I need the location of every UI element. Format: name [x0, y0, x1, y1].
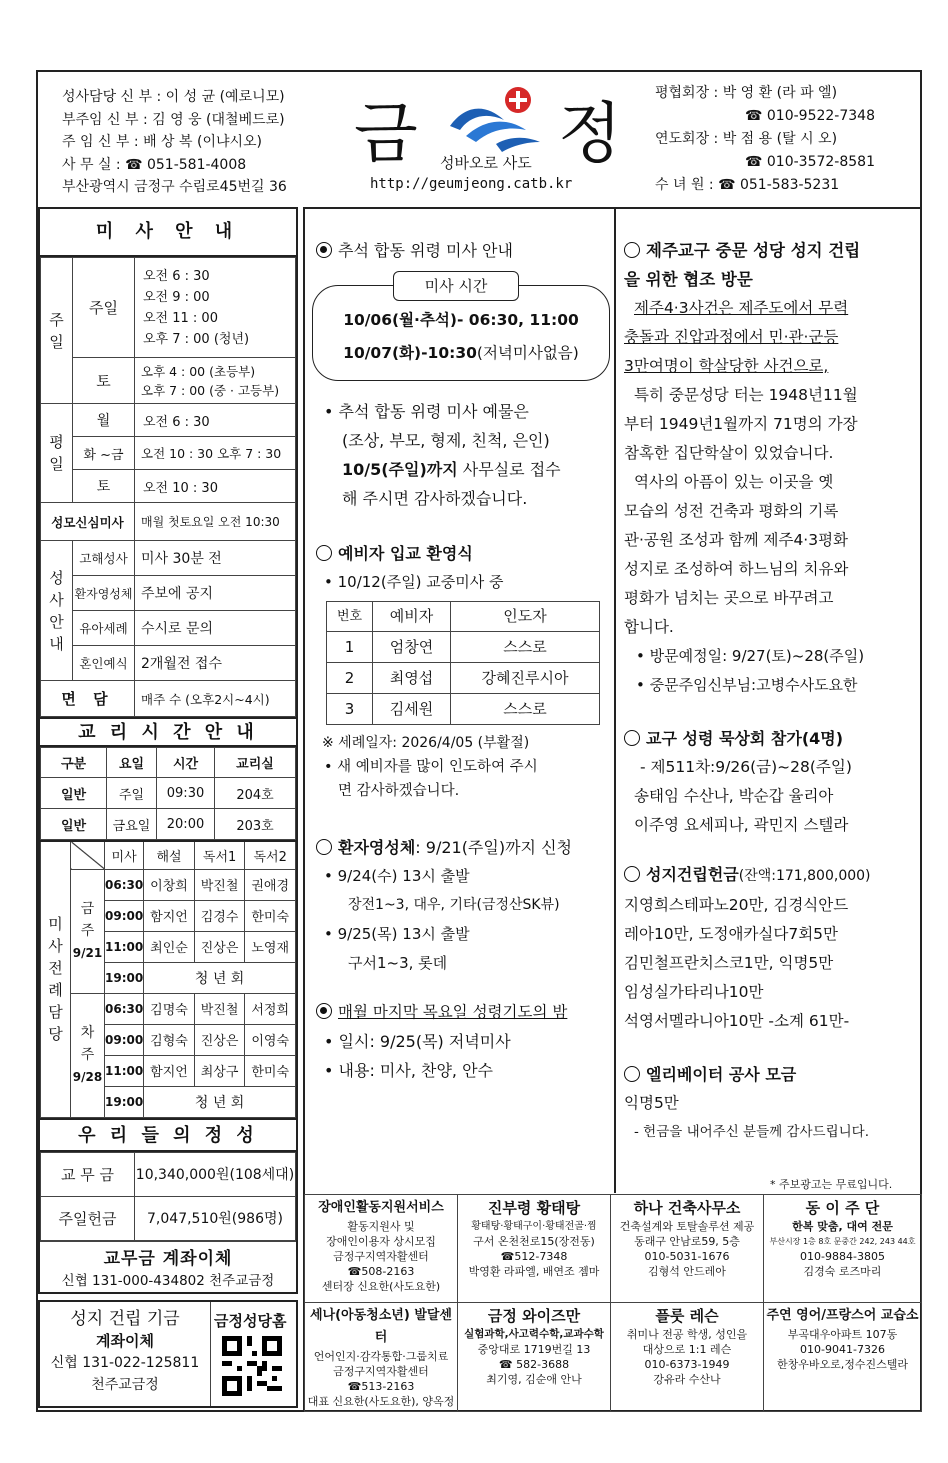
fund-line: 임성실가타리나10만 — [624, 983, 764, 1001]
cat-header: 예비자 — [373, 602, 451, 632]
ad-line: 박영환 라파엘, 배연조 젬마 — [468, 1265, 600, 1278]
title-text: 성지건립헌금 — [646, 865, 739, 884]
title-text: 예비자 입교 환영식 — [338, 544, 473, 563]
bullet-filled-icon — [316, 242, 332, 258]
parish-subtitle: 성바오로 사도 — [440, 154, 532, 172]
time: 오후 4 : 00 (초등부) — [141, 363, 256, 379]
parish-logo-icon — [446, 84, 546, 154]
min-cell: 진상은 — [194, 931, 245, 962]
cat-header: 요일 — [107, 748, 157, 778]
account-block — [40, 1241, 296, 1289]
text: • 새 예비자를 많이 인도하여 주시 — [324, 759, 538, 775]
text: 방문예정일: 9/27(토)~28(주일) — [649, 647, 865, 665]
cat-header: 번호 — [327, 602, 373, 632]
fund-line: 레아10만, 도정애카실다7회5만 — [624, 925, 839, 943]
title-rest: (잔액:171,800,000) — [738, 868, 871, 884]
qr-label: 금정성당홈 — [214, 1312, 287, 1330]
title-text: 제주교구 중문 성당 성지 건립 — [646, 241, 861, 260]
title-rest: : 9/21(주일)까지 신청 — [415, 838, 572, 857]
baptism-note: ※ 세례일자: 2026/4/05 (부활절) — [322, 735, 530, 751]
ad-line: 한복 맞춤, 대여 전문 — [792, 1220, 893, 1233]
min-time: 11:00 — [105, 931, 144, 962]
account-number: 신협 131-000-434802 천주교금정 — [61, 1272, 275, 1289]
min-cell: 노영재 — [245, 931, 296, 962]
min-cell: 김형숙 — [144, 1024, 195, 1055]
catechumen-date: • 10/12(주일) 교중미사 중 — [324, 573, 504, 591]
min-cell: 한미숙 — [245, 900, 296, 931]
min-time: 06:30 — [105, 993, 144, 1024]
offering-key: 교 무 금 — [41, 1152, 135, 1196]
cat-cell: 김세원 — [373, 694, 451, 725]
mary-label: 성모신심미사 — [41, 503, 135, 541]
sacrament-value: 미사 30분 전 — [135, 541, 296, 576]
retreat-line: 이주영 요세피나, 곽민지 스텔라 — [634, 816, 849, 834]
ad-cell — [764, 1195, 922, 1303]
text: 추석 합동 위령 미사 예물은 — [338, 402, 529, 421]
jeju-line: 부터 1949년1월까지 71명의 가장 — [624, 415, 858, 433]
catechumen-table — [326, 601, 600, 725]
offering-value: 7,047,510원(986명) — [135, 1196, 296, 1240]
ministry-table — [40, 840, 296, 1118]
chuseok-body — [308, 397, 614, 513]
fund-account: 신협 131-022-125811 — [50, 1355, 200, 1371]
fund-sub: 계좌이체 — [96, 1332, 154, 1350]
cat-header: 인도자 — [451, 602, 600, 632]
fund-info — [40, 1308, 210, 1396]
mass-heading: 미 사 안 내 — [40, 209, 296, 257]
body-line — [324, 455, 614, 484]
ad-line: 김경숙 로즈마리 — [803, 1265, 882, 1278]
fund-line: 지영희스테파노20만, 김경식안드 — [624, 896, 849, 914]
jeju-line: 역사의 아픔이 있는 이곳을 옛 — [634, 473, 834, 491]
title-char-1: 금 — [354, 95, 418, 172]
ad-title: 장애인활동지원서비스 — [318, 1200, 444, 1215]
time: 오후 7 : 00 (중 · 고등부) — [141, 382, 280, 398]
mon-time: 오전 6 : 30 — [135, 404, 296, 437]
middle-column — [308, 212, 614, 1085]
wsat-time: 오전 10 : 30 — [135, 470, 296, 503]
text: • 내용: 미사, 찬양, 안수 — [324, 1061, 493, 1080]
ad-line: 실험과학,사고력수학,교과수학 — [464, 1328, 604, 1340]
week1-cell — [71, 869, 105, 993]
week2-date: 9/28 — [72, 1070, 103, 1084]
ad-line: 취미나 전공 학생, 성인을 — [626, 1328, 748, 1341]
sunday-times — [135, 258, 296, 358]
mon-label: 월 — [73, 404, 135, 437]
catechumen-ask — [308, 755, 614, 803]
sacrament-value: 수시로 문의 — [135, 611, 296, 646]
min-cell: 진상은 — [194, 1024, 245, 1055]
cat-cell: 1 — [327, 632, 373, 663]
diagonal-cell — [71, 841, 105, 869]
min-time: 06:30 — [105, 869, 144, 900]
sick-body — [308, 862, 614, 978]
time: 오전 9 : 00 — [143, 289, 210, 305]
qr-code-icon[interactable] — [222, 1336, 282, 1396]
ad-line: 010-9041-7326 — [800, 1343, 885, 1356]
bullet-circle-icon — [624, 730, 640, 746]
sacrament-key: 유아세례 — [73, 611, 135, 646]
bullet-circle-icon — [316, 839, 332, 855]
ad-cell — [458, 1195, 611, 1303]
text: • 9/24(수) 13시 출발 — [324, 867, 470, 885]
jeju-priest: • 중문주임신부님:고병수사도요한 — [636, 676, 858, 694]
header-line: 성사담당 신 부 : 이 성 균 (예로니모) — [62, 89, 285, 105]
cat-cell: 2 — [327, 663, 373, 694]
mass-time-box — [312, 277, 610, 381]
fund-title: 성지 건립 기금 — [70, 1309, 180, 1329]
cat-cell: 09:30 — [157, 778, 215, 809]
ad-line: 건축설계와 토탈솔루션 제공 — [619, 1220, 755, 1233]
mary-time: 매월 첫토요일 오전 10:30 — [135, 503, 296, 541]
cat-cell: 최영섭 — [373, 663, 451, 694]
sat-label: 토 — [73, 358, 135, 404]
ad-line: 최기영, 김순애 안나 — [486, 1373, 582, 1386]
ad-title: 주연 영어/프랑스어 교습소 — [766, 1308, 919, 1323]
tue-time: 오전 10 : 30 오후 7 : 30 — [135, 437, 296, 470]
interview-value: 매주 수 (오후2시~4시) — [135, 681, 296, 717]
catechism-heading: 교 리 시 간 안 내 — [40, 717, 296, 747]
tue-label: 화 ~금 — [73, 437, 135, 470]
cat-cell: 204호 — [215, 778, 296, 809]
text-bold: 10/5(주일)까지 — [342, 460, 458, 479]
right-column — [624, 236, 920, 1147]
offering-value: 10,340,000원(108세대) — [135, 1152, 296, 1196]
sec-fund-title — [624, 860, 920, 891]
sec-sick-title — [308, 833, 614, 862]
header-right-info — [655, 82, 875, 197]
elevator-line: - 헌금을 내어주신 분들께 감사드립니다. — [634, 1124, 869, 1140]
text: 10/12(주일) 교중미사 중 — [337, 573, 504, 591]
ad-cell — [611, 1195, 764, 1303]
text: 사무실로 접수 — [457, 460, 561, 479]
ad-title: 플룻 레슨 — [655, 1307, 719, 1325]
sacrament-key: 환자영성체 — [73, 576, 135, 611]
cat-cell: 203호 — [215, 809, 296, 840]
jeju-line: 특히 중문성당 터는 1948년11월 — [634, 386, 858, 404]
fund-owner: 천주교금정 — [91, 1377, 159, 1393]
ad-line: ☎508-2163 — [347, 1265, 415, 1278]
time: 오후 7 : 00 (청년) — [143, 331, 250, 347]
week2-cell — [71, 993, 105, 1117]
elevator-line: 익명5만 — [624, 1094, 679, 1112]
min-cell: 김명숙 — [144, 993, 195, 1024]
time: 오전 6 : 30 — [143, 268, 210, 284]
sacrament-value: 주보에 공지 — [135, 576, 296, 611]
sec-elevator-title — [624, 1060, 920, 1089]
retreat-line: 송태임 수산나, 박순갑 율리아 — [634, 787, 834, 805]
min-cell: 박진철 — [194, 993, 245, 1024]
min-header: 미사 — [105, 841, 144, 869]
divider — [210, 1302, 211, 1406]
min-youth: 청 년 회 — [144, 1086, 296, 1117]
jeju-line: 평화가 넘치는 곳으로 바꾸려고 — [624, 589, 834, 607]
header-line: 부주임 신 부 : 김 영 웅 (대철베드로) — [62, 111, 285, 128]
ad-line: 대상으로 1:1 레슨 — [642, 1343, 732, 1356]
fund-box — [38, 1300, 298, 1408]
interview-label: 면 담 — [41, 681, 135, 717]
ad-line: ☎ 582-3688 — [498, 1358, 570, 1371]
min-cell: 한미숙 — [245, 1055, 296, 1086]
ad-line: 활동지원사 및 — [347, 1220, 415, 1233]
cat-cell: 주일 — [107, 778, 157, 809]
min-cell: 권애경 — [245, 869, 296, 900]
sunday-label: 주일 — [73, 258, 135, 358]
jeju-line: 합니다. — [624, 618, 674, 636]
ad-line: 장애인이용자 상시모집 — [326, 1235, 436, 1248]
title-char-2: 정 — [558, 95, 622, 172]
title-text: 교구 성령 묵상회 참가(4명) — [646, 729, 844, 748]
jeju-line: 참혹한 집단학살이 있었습니다. — [624, 444, 834, 462]
min-cell: 서정희 — [245, 993, 296, 1024]
week1-label: 금주 — [80, 901, 95, 939]
ad-line: 구서 온천천로15(장전동) — [473, 1235, 595, 1248]
mass-table — [40, 257, 296, 717]
column-divider — [614, 207, 616, 1193]
ad-cell — [611, 1303, 764, 1412]
title-text: 추석 합동 위령 미사 안내 — [338, 241, 513, 260]
ad-line: 금정구지역자활센터 — [333, 1250, 429, 1263]
sec-catechumen-title — [308, 539, 614, 568]
ad-line: 동래구 안남로59, 5층 — [634, 1235, 740, 1248]
ad-line: 중앙대로 1719번길 13 — [477, 1343, 591, 1356]
sacrament-value: 2개월전 접수 — [135, 646, 296, 681]
sacrament-key: 혼인예식 — [73, 646, 135, 681]
account-title: 교무금 계좌이체 — [103, 1248, 233, 1269]
jeju-line: 모습의 성전 건축과 평화의 기록 — [624, 502, 839, 520]
min-cell: 함지언 — [144, 900, 195, 931]
box-line2-text: (저녁미사없음) — [476, 344, 579, 362]
jeju-line: 충돌과 진압과정에서 민·관·군등 — [624, 328, 839, 346]
header-line: 연도회장 : 박 점 용 (탈 시 오) — [655, 131, 838, 147]
ad-line: 010-6373-1949 — [644, 1358, 730, 1371]
text: 구서1~3, 롯데 — [348, 954, 448, 972]
time: 오전 11 : 00 — [143, 310, 218, 326]
text: • 9/25(목) 13시 출발 — [324, 925, 470, 943]
jeju-line: 제주4·3사건은 제주도에서 무력 — [634, 299, 849, 317]
title-text: 환자영성체 — [338, 838, 416, 857]
box-label: 미사 시간 — [393, 271, 519, 301]
offering-key: 주일헌금 — [41, 1196, 135, 1240]
jeju-line: 3만여명이 학살당한 사건으로, — [624, 357, 829, 375]
sunday-group: 주 일 — [41, 258, 73, 404]
ads-table — [304, 1194, 922, 1412]
text: 내용: 미사, 찬양, 안수 — [338, 1061, 493, 1080]
min-cell: 김경수 — [194, 900, 245, 931]
bullet-circle-icon — [316, 545, 332, 561]
fund-line: 석영서멜라니아10만 -소계 61만- — [624, 1012, 850, 1030]
cat-header: 구분 — [41, 748, 107, 778]
min-cell: 함지언 — [144, 1055, 195, 1086]
cat-cell: 일반 — [41, 809, 107, 840]
sec-retreat-title — [624, 724, 920, 753]
min-time: 09:00 — [105, 1024, 144, 1055]
sec-chuseok-title — [308, 236, 614, 265]
cat-cell: 20:00 — [157, 809, 215, 840]
ad-title: 동 이 주 단 — [805, 1199, 880, 1217]
min-cell: 이영숙 — [245, 1024, 296, 1055]
min-time: 09:00 — [105, 900, 144, 931]
min-header: 독서1 — [194, 841, 245, 869]
weekday-group: 평 일 — [41, 404, 73, 503]
retreat-line: - 제511차:9/26(금)~28(주일) — [640, 758, 852, 776]
ad-line: 010-5031-1676 — [644, 1250, 730, 1263]
cat-cell: 스스로 — [451, 632, 600, 663]
text: 면 감사하겠습니다. — [338, 783, 460, 799]
cat-cell: 강혜진루시아 — [451, 663, 600, 694]
min-time: 11:00 — [105, 1055, 144, 1086]
ad-cell — [458, 1303, 611, 1412]
wsat-label: 토 — [73, 470, 135, 503]
ad-line: 금정구지역자활센터 — [333, 1365, 429, 1378]
jeju-line: 관·공원 조성과 함께 제주4·3평화 — [624, 531, 849, 549]
min-cell: 최상구 — [194, 1055, 245, 1086]
offering-table — [40, 1152, 296, 1241]
text: 새 예비자를 많이 인도하여 주시 — [337, 759, 538, 775]
sat-times — [135, 358, 296, 404]
ad-cell — [305, 1195, 458, 1303]
sacrament-key: 고해성사 — [73, 541, 135, 576]
ad-title: 진부령 황태탕 — [487, 1199, 581, 1217]
min-youth: 청 년 회 — [144, 962, 296, 993]
sacrament-group: 성 사 안 내 — [41, 541, 73, 681]
ad-line: 황태탕·황태구이·황태전골·찜 — [471, 1221, 597, 1232]
week1-date: 9/21 — [72, 946, 103, 960]
title-text: 매월 마지막 목요일 성령기도의 밤 — [338, 1003, 568, 1021]
cat-cell: 엄창연 — [373, 632, 451, 663]
text: 9/24(수) 13시 출발 — [337, 867, 470, 885]
cat-cell: 일반 — [41, 778, 107, 809]
header-line: 사 무 실 : ☎ 051-581-4008 — [62, 156, 247, 173]
text: 장전1~3, 대우, 기타(금정산SK뷰) — [348, 897, 560, 913]
box-line2 — [313, 339, 609, 368]
fund-line: 김민철프란치스코1만, 익명5만 — [624, 954, 834, 972]
text: 일시: 9/25(목) 저녁미사 — [338, 1032, 511, 1051]
ad-line: 부산시장 1층 8호 문중간 242, 243 44호 — [769, 1237, 916, 1246]
ad-line: 김형석 안드레아 — [648, 1265, 726, 1278]
ad-title: 하나 건축사무소 — [633, 1199, 741, 1217]
text: 중문주임신부님:고병수사도요한 — [649, 676, 858, 694]
ad-line: 언어인지·감각통합·그룹치료 — [313, 1350, 449, 1363]
bullet-circle-icon — [624, 866, 640, 882]
bullet-filled-icon — [316, 1003, 332, 1019]
header-line: 주 임 신 부 : 배 상 복 (이냐시오) — [62, 134, 263, 150]
body-line: • 추석 합동 위령 미사 예물은 — [324, 402, 529, 421]
ad-line: ☎513-2163 — [347, 1380, 415, 1393]
cat-cell: 스스로 — [451, 694, 600, 725]
min-cell: 이창희 — [144, 869, 195, 900]
header-line: ☎ 010-9522-7348 — [745, 108, 875, 124]
body-line: 해 주시면 감사하겠습니다. — [342, 489, 528, 508]
left-column — [38, 207, 298, 1294]
min-time: 19:00 — [105, 962, 144, 993]
prayer-body — [308, 1027, 614, 1085]
min-header: 독서2 — [245, 841, 296, 869]
sec-jeju-title-2: 을 위한 협조 방문 — [624, 270, 753, 289]
box-line2-bold: 10/07(화)-10:30 — [343, 344, 477, 362]
body-line: (조상, 부모, 형제, 친척, 은인) — [342, 431, 550, 450]
box-line1: 10/06(월·추석)- 06:30, 11:00 — [343, 311, 579, 329]
cat-header: 시간 — [157, 748, 215, 778]
text: 9/25(목) 13시 출발 — [337, 925, 470, 943]
min-time: 19:00 — [105, 1086, 144, 1117]
ad-cell — [764, 1303, 922, 1412]
top-divider — [304, 207, 921, 209]
ad-title: 금정 와이즈만 — [487, 1307, 581, 1325]
header-line: ☎ 010-3572-8581 — [745, 154, 875, 170]
ad-note: * 주보광고는 무료입니다. — [770, 1178, 893, 1191]
week2-label: 차주 — [80, 1025, 95, 1063]
cat-cell: 3 — [327, 694, 373, 725]
ad-line: 강유라 수산나 — [653, 1373, 721, 1386]
ministry-group: 미 사 전 례 담 당 — [41, 841, 71, 1117]
min-header: 해설 — [144, 841, 195, 869]
sec-jeju-title — [624, 236, 920, 265]
ad-title: 세나(아동청소년) 발달센터 — [310, 1308, 452, 1345]
text: • 일시: 9/25(목) 저녁미사 — [324, 1032, 511, 1051]
ad-line: 대표 신요한(사도요한), 양옥정 — [307, 1395, 455, 1408]
header-line: 수 녀 원 : ☎ 051-583-5231 — [655, 177, 840, 193]
header-line: 부산광역시 금정구 수림로45번길 36 — [62, 179, 287, 195]
ad-line: ☎512-7348 — [500, 1250, 568, 1263]
bullet-circle-icon — [624, 242, 640, 258]
min-cell: 최인순 — [144, 931, 195, 962]
sec-prayer-title — [308, 998, 614, 1027]
title-text: 엘리베이터 공사 모금 — [646, 1065, 797, 1084]
jeju-line: 성지로 조성하여 하느님의 치유와 — [624, 560, 849, 578]
offering-heading: 우 리 들 의 정 성 — [40, 1118, 296, 1152]
min-cell: 박진철 — [194, 869, 245, 900]
parish-url[interactable]: http://geumjeong.catb.kr — [370, 176, 573, 192]
header-line: 평협회장 : 박 영 환 (라 파 엘) — [655, 85, 838, 101]
ad-line: 센터장 신요한(사도요한) — [321, 1280, 441, 1293]
cat-cell: 금요일 — [107, 809, 157, 840]
ad-cell — [305, 1303, 458, 1412]
bullet-circle-icon — [624, 1066, 640, 1082]
header-left-info — [62, 86, 287, 199]
ad-line: 한창우바오로,정수진스텔라 — [776, 1358, 908, 1371]
ad-line: 010-9884-3805 — [800, 1250, 885, 1263]
catechism-table — [40, 747, 296, 840]
ad-line: 부곡대우아파트 107동 — [787, 1328, 898, 1341]
jeju-visit: • 방문예정일: 9/27(토)~28(주일) — [636, 647, 865, 665]
cat-header: 교리실 — [215, 748, 296, 778]
